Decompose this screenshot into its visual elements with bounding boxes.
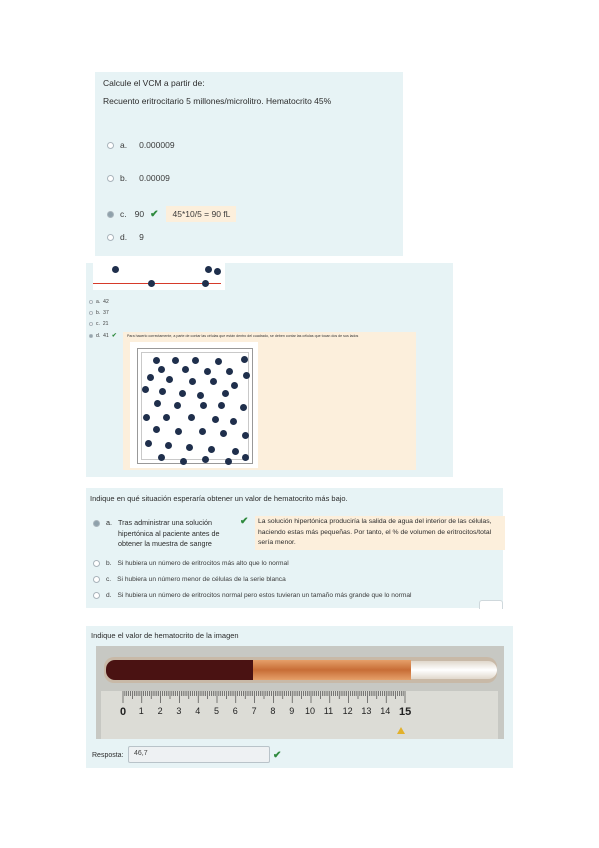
blood-cell [220,430,227,437]
option-text: 42 [103,299,109,305]
ruler-number: 8 [270,706,276,716]
capillary-tube-photo [96,646,504,739]
blood-cell [208,446,215,453]
blood-cell [186,444,193,451]
blood-cell [226,368,233,375]
ruler-numbers [101,691,498,739]
grid-image-cropped [93,263,225,290]
q2-feedback-panel [123,332,416,470]
tube-empty [411,661,497,679]
blood-cell [145,440,152,447]
question-3-card [86,488,503,608]
blood-cell [210,378,217,385]
check-icon: ✔ [240,516,249,527]
blood-cell [174,402,181,409]
radio-button[interactable] [89,322,93,326]
ruler-number: 13 [361,706,372,716]
blood-cell [158,454,165,461]
blood-cell [200,402,207,409]
blood-cell [225,458,232,465]
q2-option-d[interactable] [89,332,117,339]
option-text: Si hubiera un número menor de células de la serie blanca [117,576,286,583]
option-text: 21 [102,321,109,327]
option-letter: c. [106,576,112,583]
ruler-number: 2 [157,706,163,716]
option-letter: b. [106,560,112,567]
question-4-card [86,626,513,768]
ruler-number: 1 [138,706,144,716]
question-4-prompt: Indique el valor de hematocrito de la imagen [91,631,239,640]
blood-cell [218,402,225,409]
question-2-card [86,263,453,477]
blood-cell [189,378,196,385]
blood-cell [212,416,219,423]
warning-mark-icon [397,727,405,734]
blood-cell [147,374,154,381]
check-icon: ✔ [111,333,117,339]
ruler-number: 14 [380,706,391,716]
ruler-number: 5 [214,706,220,716]
blood-cell [241,356,248,363]
option-letter: c. [96,321,100,327]
option-text: 37 [103,310,109,316]
blood-cell [242,432,249,439]
cell-grid-image [130,342,258,468]
ruler-number: 7 [251,706,257,716]
option-text: 9 [139,232,144,242]
answer-input[interactable] [128,746,270,763]
q3-option-c[interactable] [93,576,286,583]
blood-cell [188,414,195,421]
blood-cell [204,368,211,375]
option-letter: a. [106,518,112,527]
blood-cell [182,366,189,373]
ruler-number: 15 [399,706,412,718]
question-1-data: Recuento eritrocitario 5 millones/microlitro. Hematocrito 45% [103,96,332,106]
option-text: 41 [103,332,109,339]
ruler-number: 10 [305,706,316,716]
ruler-number: 4 [195,706,201,716]
tube-red-cells [106,660,253,680]
tube-plasma [253,660,411,680]
check-icon: ✔ [150,208,159,220]
blood-cell [199,428,206,435]
option-letter: c. [120,209,127,219]
blood-cell [231,382,238,389]
blood-cell [172,357,179,364]
scroll-corner [479,600,503,609]
q1-option-d[interactable] [107,232,144,242]
blood-cell [232,448,239,455]
q3-option-b[interactable] [93,560,289,567]
q1-option-b[interactable] [107,173,170,183]
blood-cell [179,390,186,397]
q1-feedback: 45*10/5 = 90 fL [166,206,236,222]
blood-cell [165,442,172,449]
q2-option-a[interactable] [89,299,109,305]
blood-cell [153,357,160,364]
ruler-number: 6 [232,706,238,716]
option-letter: a. [96,299,101,305]
blood-cell [159,388,166,395]
blood-cell [166,376,173,383]
blood-cell [242,454,249,461]
radio-button-selected[interactable] [107,211,114,218]
option-letter: b. [96,310,101,316]
radio-button[interactable] [89,311,93,315]
blood-cell [240,404,247,411]
blood-cell [215,358,222,365]
radio-button[interactable] [93,560,100,567]
blood-cell [202,456,209,463]
ruler-number: 3 [176,706,182,716]
radio-button-selected[interactable] [93,520,100,527]
blood-cell [222,390,229,397]
radio-button[interactable] [107,234,114,241]
option-text: Si hubiera un número de eritrocitos más alto que lo normal [117,560,289,567]
question-1-prompt: Calcule el VCM a partir de: [103,78,205,88]
blood-cell [158,366,165,373]
q3-feedback: La solución hipertónica produciría la salida de agua del interior de las células, haciendo estas más pequeñas. Por tanto, el % de volumen de eritrocitos/total sería menor. [255,516,505,550]
option-text: Tras administrar una solución hipertónica al paciente antes de obtener la muestra de sangre [118,518,220,548]
blood-cell [154,400,161,407]
q3-option-d[interactable] [93,592,411,599]
blood-cell [175,428,182,435]
ruler-number: 11 [323,706,334,716]
option-letter: b. [120,173,128,183]
radio-button-selected[interactable] [89,334,93,338]
option-letter: d. [120,232,128,242]
radio-button[interactable] [107,142,114,149]
q1-option-a[interactable] [107,140,175,150]
ruler [101,691,498,739]
q2-option-c[interactable] [89,321,108,327]
ruler-number: 12 [342,706,353,716]
radio-button[interactable] [93,592,100,599]
blood-cell [143,414,150,421]
q2-feedback: Para hacerlo correctamente, a parte de contar las células que están dentro del cuadrado, se deben contar las células que tocan dos de sus lados [127,334,359,338]
blood-cell [180,458,187,465]
option-letter: d. [96,332,101,339]
question-3-prompt: Indique en qué situación esperaría obtener un valor de hematocrito más bajo. [90,494,348,503]
option-text: 0.00009 [139,173,170,183]
answer-value: 46,7 [134,750,148,757]
ruler-number: 9 [289,706,295,716]
check-icon: ✔ [273,750,282,761]
option-letter: a. [120,140,128,150]
q1-option-c[interactable] [107,206,236,222]
blood-cell [197,392,204,399]
ruler-number: 0 [120,706,127,718]
option-text: 0.000009 [139,140,175,150]
cell-layer [130,342,258,468]
q3-option-a[interactable] [90,518,500,552]
option-letter: d. [106,592,112,599]
blood-cell [142,386,149,393]
radio-button[interactable] [93,576,100,583]
blood-cell [163,414,170,421]
blood-cell [153,426,160,433]
radio-button[interactable] [89,300,93,304]
blood-cell [230,418,237,425]
option-text: Si hubiera un número de eritrocitos normal pero estos tuvieran un tamaño más grande que lo normal [117,592,412,599]
q2-option-b[interactable] [89,310,109,316]
blood-cell [192,357,199,364]
radio-button[interactable] [107,175,114,182]
question-1-card [95,72,403,256]
answer-label: Resposta: [92,752,124,759]
option-text: 90 [134,209,145,219]
blood-cell [243,372,250,379]
